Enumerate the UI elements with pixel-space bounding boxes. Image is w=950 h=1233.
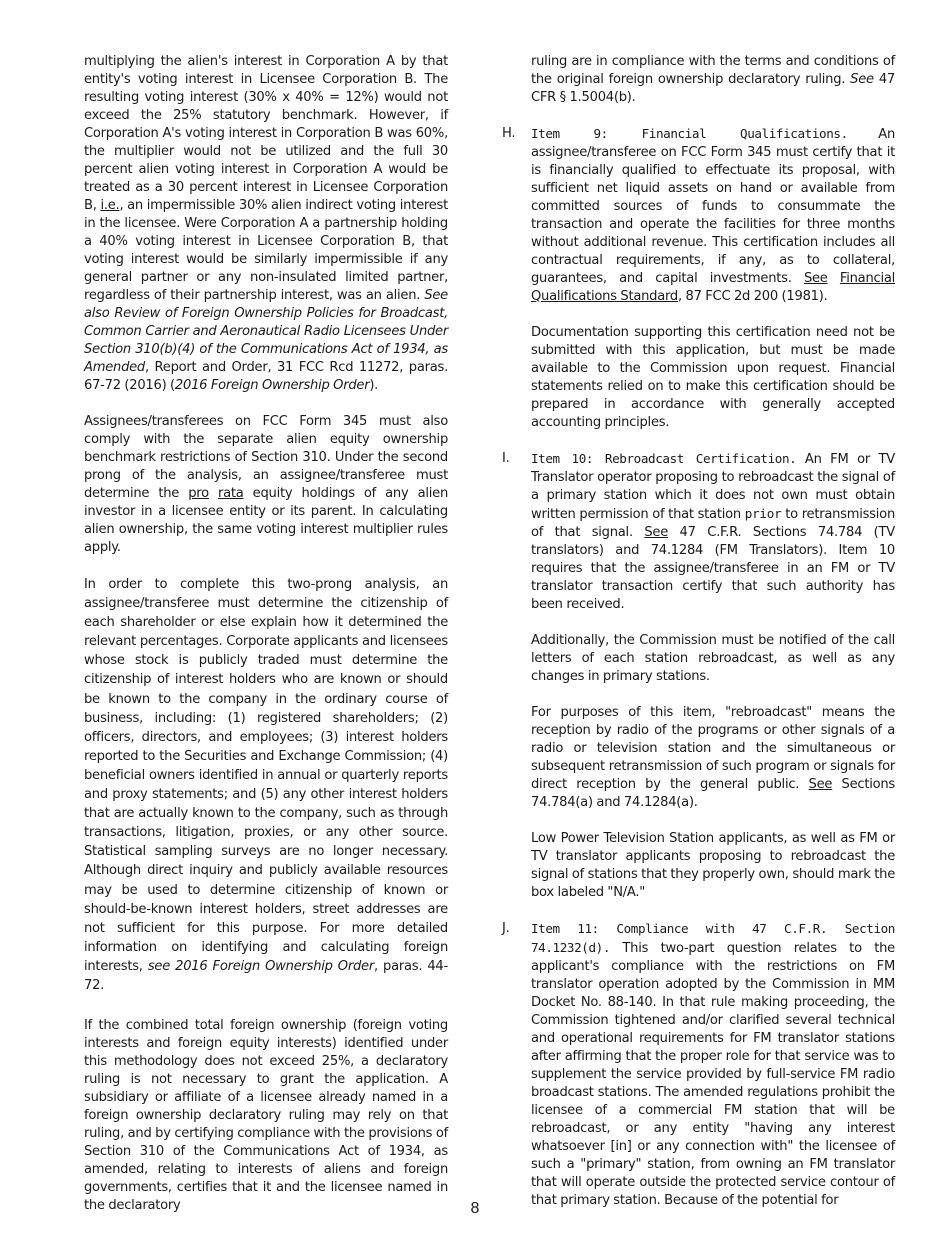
text: , 87 FCC 2d 200 (1981).	[677, 289, 828, 304]
text: equity holdings of any alien investor in a licensee entity or its parent. In calculating alien ownership, the same voting interest multiplier rules apply.	[84, 486, 449, 555]
text: Assignees/transferees on FCC Form 345 must also comply with the separate alien equity ownership benchmark restrictions of Section 310. Under the second prong of the analysis, an assignee/transferee must determine the	[84, 414, 448, 501]
text	[828, 271, 840, 286]
paragraph-declaratory-ruling: If the combined total foreign ownership (foreign voting interests and foreign equity interests) identified under this methodology does not exceed 25%, a declaratory ruling is not necessary to grant the application. A subsidiary or affiliate of a licensee already named in a foreign ownership declaratory ruling may rely on that ruling, and by certifying compliance with the provisions of Section 310 of the Communications Act of 1934, as amended, relating to interests of aliens and foreign governments, certifies that it and the licensee named in the declaratory	[84, 1018, 448, 1214]
see-signal: See	[803, 271, 828, 286]
see-signal: See	[808, 777, 833, 792]
item-marker: H.	[502, 126, 516, 141]
item-heading: Item 9: Financial Qualifications.	[531, 126, 848, 141]
item-marker: I.	[502, 451, 510, 466]
text: to retransmission of that signal.	[531, 507, 895, 540]
text: For purposes of this item, "rebroadcast" means the reception by radio of the programs or other signals of a radio or television station and the simultaneous or subsequent retransmission of such program or signals for direct reception by the general public.	[531, 705, 895, 792]
ie-abbrev: i.e.	[100, 198, 120, 213]
text: Sections 74.784(a) and 74.1284(a).	[531, 777, 895, 810]
text: ).	[369, 378, 379, 393]
item-marker: J.	[502, 921, 510, 936]
text: multiplying the alien's interest in Corporation A by that entity's voting interest in Licensee Corporation B. The resulting voting interest (30% x 40% = 12%) would not exceed the 25% statutory benchmark. However, if Corporation A's voting interest in Corporation B was 60%, the multiplier would not be utilized and the full 30 percent alien voting interest in Corporation A would be treated as a 30 percent interest in Licensee Corporation B,	[84, 54, 448, 213]
page-number: 8	[470, 1200, 480, 1217]
text: ruling are in compliance with the terms and conditions of the original foreign ownership declaratory ruling.	[531, 54, 895, 87]
prior-term: prior	[744, 506, 782, 521]
text: In order to complete this two-prong analysis, an assignee/transferee must determine the citizenship of each shareholder or else explain how it determined the relevant percentages. Corporate applicants and licensees whose stock is publicly traded must determine the citizenship of interest holders who are known or should be known to the company in the ordinary course of business, including: (1) registered shareholders; (2) officers, directors, and employees; (3) interest holders reported to the Securities and Exchange Commission; (4) beneficial owners identified in annual or quarterly reports and proxy statements; and (5) any other interest holders that are actually known to the company, such as through transactions, litigation, proxies, or any other source. Statistical sampling surveys are no longer necessary. Although direct inquiry and publicly available resources may be used to determine citizenship of known or should-be-known interest holders, street addresses are not sufficient for this purpose. For more detailed information on identifying and calculating foreign interests,	[84, 577, 448, 974]
text: This two-part question relates to the applicant's compliance with the restrictions on FM translator operation adopted by the Commission in MM Docket No. 88-140. In that rule making proceeding, the Commission tightened and/or clarified several technical and operational requirements for FM translator stations after affirming that the proper role for that service was to supplement the service provided by full-service FM radio broadcast stations. The amended regulations prohibit the licensee of a commercial FM station that will be rebroadcast, or any entity "having any interest whatsoever [in] or any connection with" the licensee of such a "primary" station, from owning an FM translator that will operate outside the protected service contour of that primary station. Because of the potential for	[531, 941, 895, 1208]
left-column	[84, 53, 448, 1233]
right-column	[502, 53, 895, 1228]
item-11-compliance	[502, 920, 895, 1210]
citation: see 2016 Foreign Ownership Order	[147, 958, 374, 974]
item-10-rebroadcast-certification	[502, 450, 895, 614]
paragraph-voting-multiplier	[84, 53, 448, 395]
paragraph-ruling-continued	[502, 53, 895, 107]
standard-citation: Financial Qualifications Standard	[531, 271, 895, 304]
text: 47 C.F.R. Sections 74.784 (TV translators) and 74.1284 (FM Translators). Item 10 requires that the assignee/transferee in an FM or TV translator transaction certify that such authority has been received.	[531, 525, 895, 612]
see-signal: See	[644, 525, 669, 540]
text: An FM or TV Translator operator proposing to rebroadcast the signal of a primary station which it does not own must obtain written permission of that station	[531, 452, 895, 522]
text: 47 CFR § 1.5004(b).	[531, 72, 895, 105]
text: An assignee/transferee on FCC Form 345 must certify that it is financially qualified to effectuate its proposal, with sufficient net liquid assets on hand or available from committed sources of funds to consummate the transaction and operate the facilities for three months without additional revenue. This certification includes all contractual requirements, if any, as to collateral, guarantees, and capital investments.	[531, 127, 895, 286]
rata-term: rata	[217, 486, 244, 501]
paragraph-equity-benchmark	[84, 413, 448, 557]
paragraph-financial-documentation: Documentation supporting this certification need not be submitted with this application, but must be made available to the Commission upon request. Financial statements relied on to make this certification should be prepared in accordance with generally accepted accounting principles.	[531, 325, 895, 430]
text: , paras. 44-72.	[84, 958, 448, 993]
paragraph-call-letters: Additionally, the Commission must be notified of the call letters of each station rebroadcast, as well as any changes in primary stations.	[531, 633, 895, 684]
pro-term: pro	[188, 486, 209, 501]
short-citation: 2016 Foreign Ownership Order	[174, 378, 370, 393]
item-9-financial-qualifications	[502, 125, 895, 306]
case-citation: See also Review of Foreign Ownership Policies for Broadcast, Common Carrier and Aeronautical Radio Licensees Under Section 310(b)(4) of the Communications Act of 1934, as Amended	[84, 288, 448, 375]
item-heading: Item 10: Rebroadcast Certification.	[531, 451, 797, 466]
text: , an impermissible 30% alien indirect voting interest in the licensee. Were Corporation A a partnership holding a 40% voting interest in Licensee Corporation B, that voting interest would be similarly impermissible if any general partner or any non-insulated limited partner, regardless of their partnership interest, was an alien.	[84, 198, 448, 303]
item-heading: Item 11: Compliance with 47 C.F.R. Section 74.1232(d).	[531, 921, 895, 955]
paragraph-two-prong-analysis	[84, 575, 448, 995]
paragraph-rebroadcast-definition	[502, 704, 895, 812]
see-signal: See	[850, 72, 874, 87]
text: , Report and Order, 31 FCC Rcd 11272, paras. 67-72 (2016) (	[84, 360, 448, 393]
paragraph-lptv-na: Low Power Television Station applicants, as well as FM or TV translator applicants proposing to rebroadcast the signal of stations that they properly own, should mark the box labeled "N/A."	[531, 831, 895, 900]
